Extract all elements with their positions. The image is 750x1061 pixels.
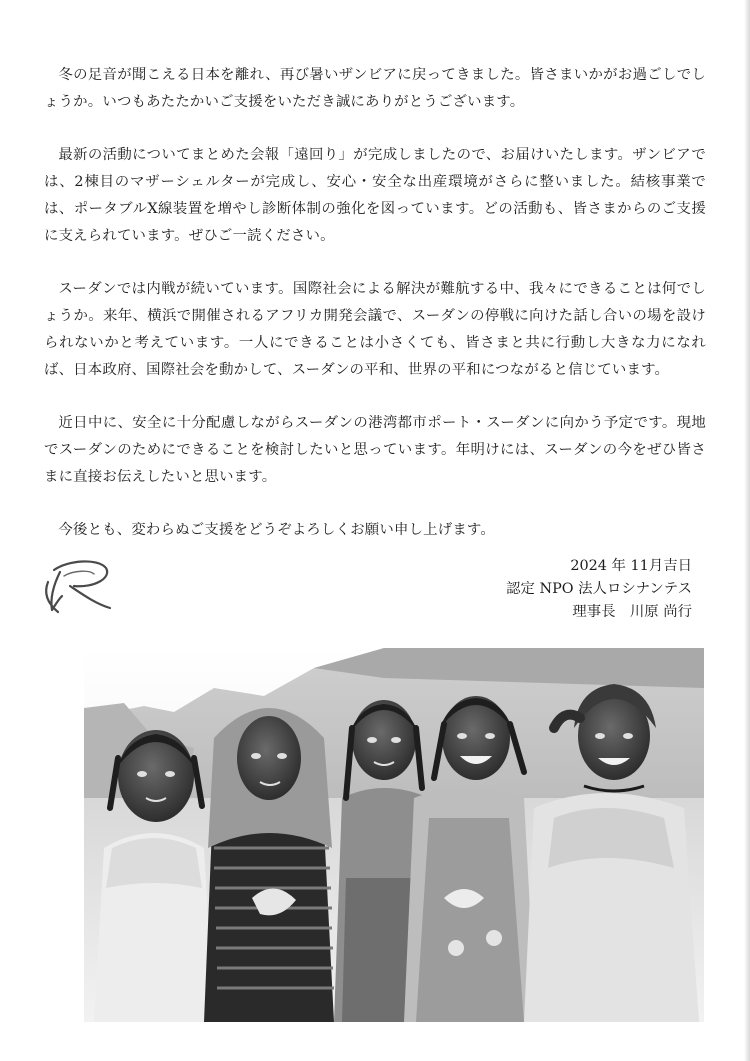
- paragraph-greeting: 冬の足音が聞こえる日本を離れ、再び暑いザンビアに戻ってきました。皆さまいかがお過ごしでしょうか。いつもあたたかいご支援をいただき誠にありがとうございます。: [44, 67, 706, 110]
- signature-organization: 認定 NPO 法人ロシナンテス: [506, 581, 692, 597]
- paragraph-closing: 今後とも、変わらぬご支援をどうぞよろしくお願い申し上げます。: [58, 522, 495, 538]
- rocinantes-r-logo-icon: [40, 556, 120, 618]
- signature-block: [506, 555, 692, 624]
- page-edge: [744, 0, 750, 1061]
- signature-representative: 理事長 川原 尚行: [572, 604, 692, 620]
- paragraph-sudan-situation: スーダンでは内戦が続いています。国際社会による解決が難航する中、我々にできることは何でしょうか。来年、横浜で開催されるアフリカ開発会議で、スーダンの停戦に向けた話し合いの場を設けられないかと考えています。一人にできることは小さくても、皆さまと共に行動し大きな力になれば、日本政府、国際社会を動かして、スーダンの平和、世界の平和につながると信じています。: [44, 281, 706, 378]
- signature-date: 2024 年 11月吉日: [570, 558, 692, 574]
- letter-body: [44, 62, 706, 570]
- paragraph-newsletter: 最新の活動についてまとめた会報「遠回り」が完成しましたので、お届けいたします。ザンビアでは、2棟目のマザーシェルターが完成し、安心・安全な出産環境がさらに整いました。結核事業では、ポータブルX線装置を増やし診断体制の強化を図っています。どの活動も、皆さまからのご支援に支えられています。ぜひご一読ください。: [44, 147, 706, 244]
- paragraph-port-sudan: 近日中に、安全に十分配慮しながらスーダンの港湾都市ポート・スーダンに向かう予定です。現地でスーダンのためにできることを検討したいと思っています。年明けには、スーダンの今をぜひ皆さまに直接お伝えしたいと思います。: [44, 415, 706, 485]
- children-group-photo: [84, 648, 704, 1022]
